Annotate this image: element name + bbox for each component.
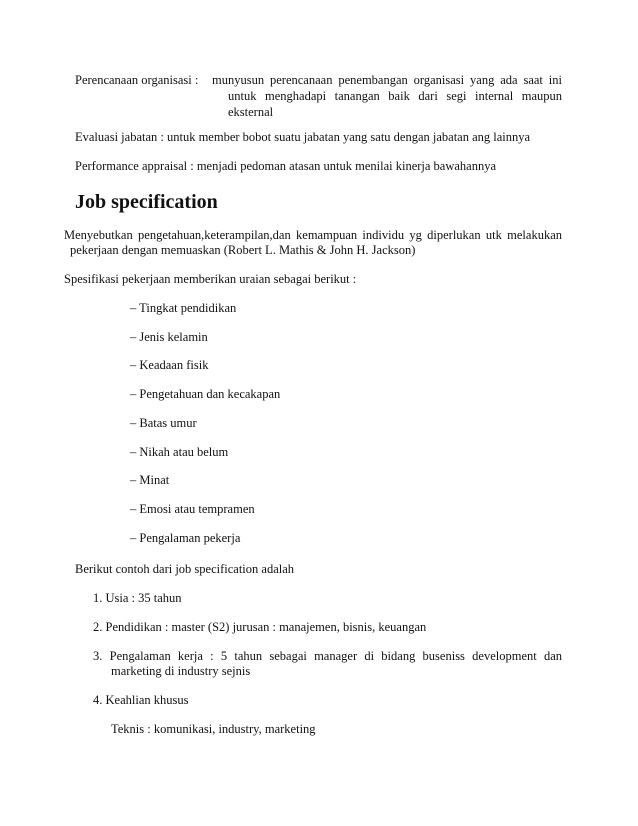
spec-item: – Pengalaman pekerja: [130, 531, 241, 545]
spec-intro: Spesifikasi pekerjaan memberikan uraian sebagai berikut :: [64, 272, 357, 286]
definition-line-2: pekerjaan dengan memuaskan (Robert L. Mathis & John H. Jackson): [70, 243, 416, 257]
spec-item: – Nikah atau belum: [130, 445, 229, 459]
example-item-3-line-2: marketing di industry sejnis: [111, 664, 251, 678]
example-item-2: 2. Pendidikan : master (S2) jurusan : manajemen, bisnis, keuangan: [93, 620, 427, 634]
organisasi-line-1: munyusun perencanaan penembangan organisasi yang ada saat ini: [212, 73, 562, 87]
spec-item: – Jenis kelamin: [130, 330, 208, 344]
performance-appraisal: Performance appraisal : menjadi pedoman atasan untuk menilai kinerja bawahannya: [75, 159, 497, 173]
spec-item: – Emosi atau tempramen: [130, 502, 255, 516]
example-item-3-line-1: 3. Pengalaman kerja : 5 tahun sebagai manager di bidang buseniss development dan: [93, 649, 562, 663]
evaluasi-jabatan: Evaluasi jabatan : untuk member bobot suatu jabatan yang satu dengan jabatan ang lainnya: [75, 130, 531, 144]
spec-item: – Batas umur: [130, 416, 197, 430]
example-item-4-detail: Teknis : komunikasi, industry, marketing: [111, 722, 316, 736]
example-intro: Berikut contoh dari job specification adalah: [75, 562, 295, 576]
spec-item: – Keadaan fisik: [130, 358, 209, 372]
definition-line-1: Menyebutkan pengetahuan,keterampilan,dan kemampuan individu yg diperlukan utk melakukan: [64, 228, 562, 242]
example-item-1: 1. Usia : 35 tahun: [93, 591, 182, 605]
example-item-4: 4. Keahlian khusus: [93, 693, 189, 707]
organisasi-label: Perencanaan organisasi :: [75, 73, 199, 87]
spec-item: – Pengetahuan dan kecakapan: [130, 387, 281, 401]
organisasi-line-3: eksternal: [228, 105, 274, 119]
section-heading: Job specification: [75, 191, 218, 213]
spec-item: – Minat: [130, 473, 170, 487]
spec-item: – Tingkat pendidikan: [130, 301, 237, 315]
organisasi-line-2: untuk menghadapi tanangan baik dari segi internal maupun: [228, 89, 562, 103]
